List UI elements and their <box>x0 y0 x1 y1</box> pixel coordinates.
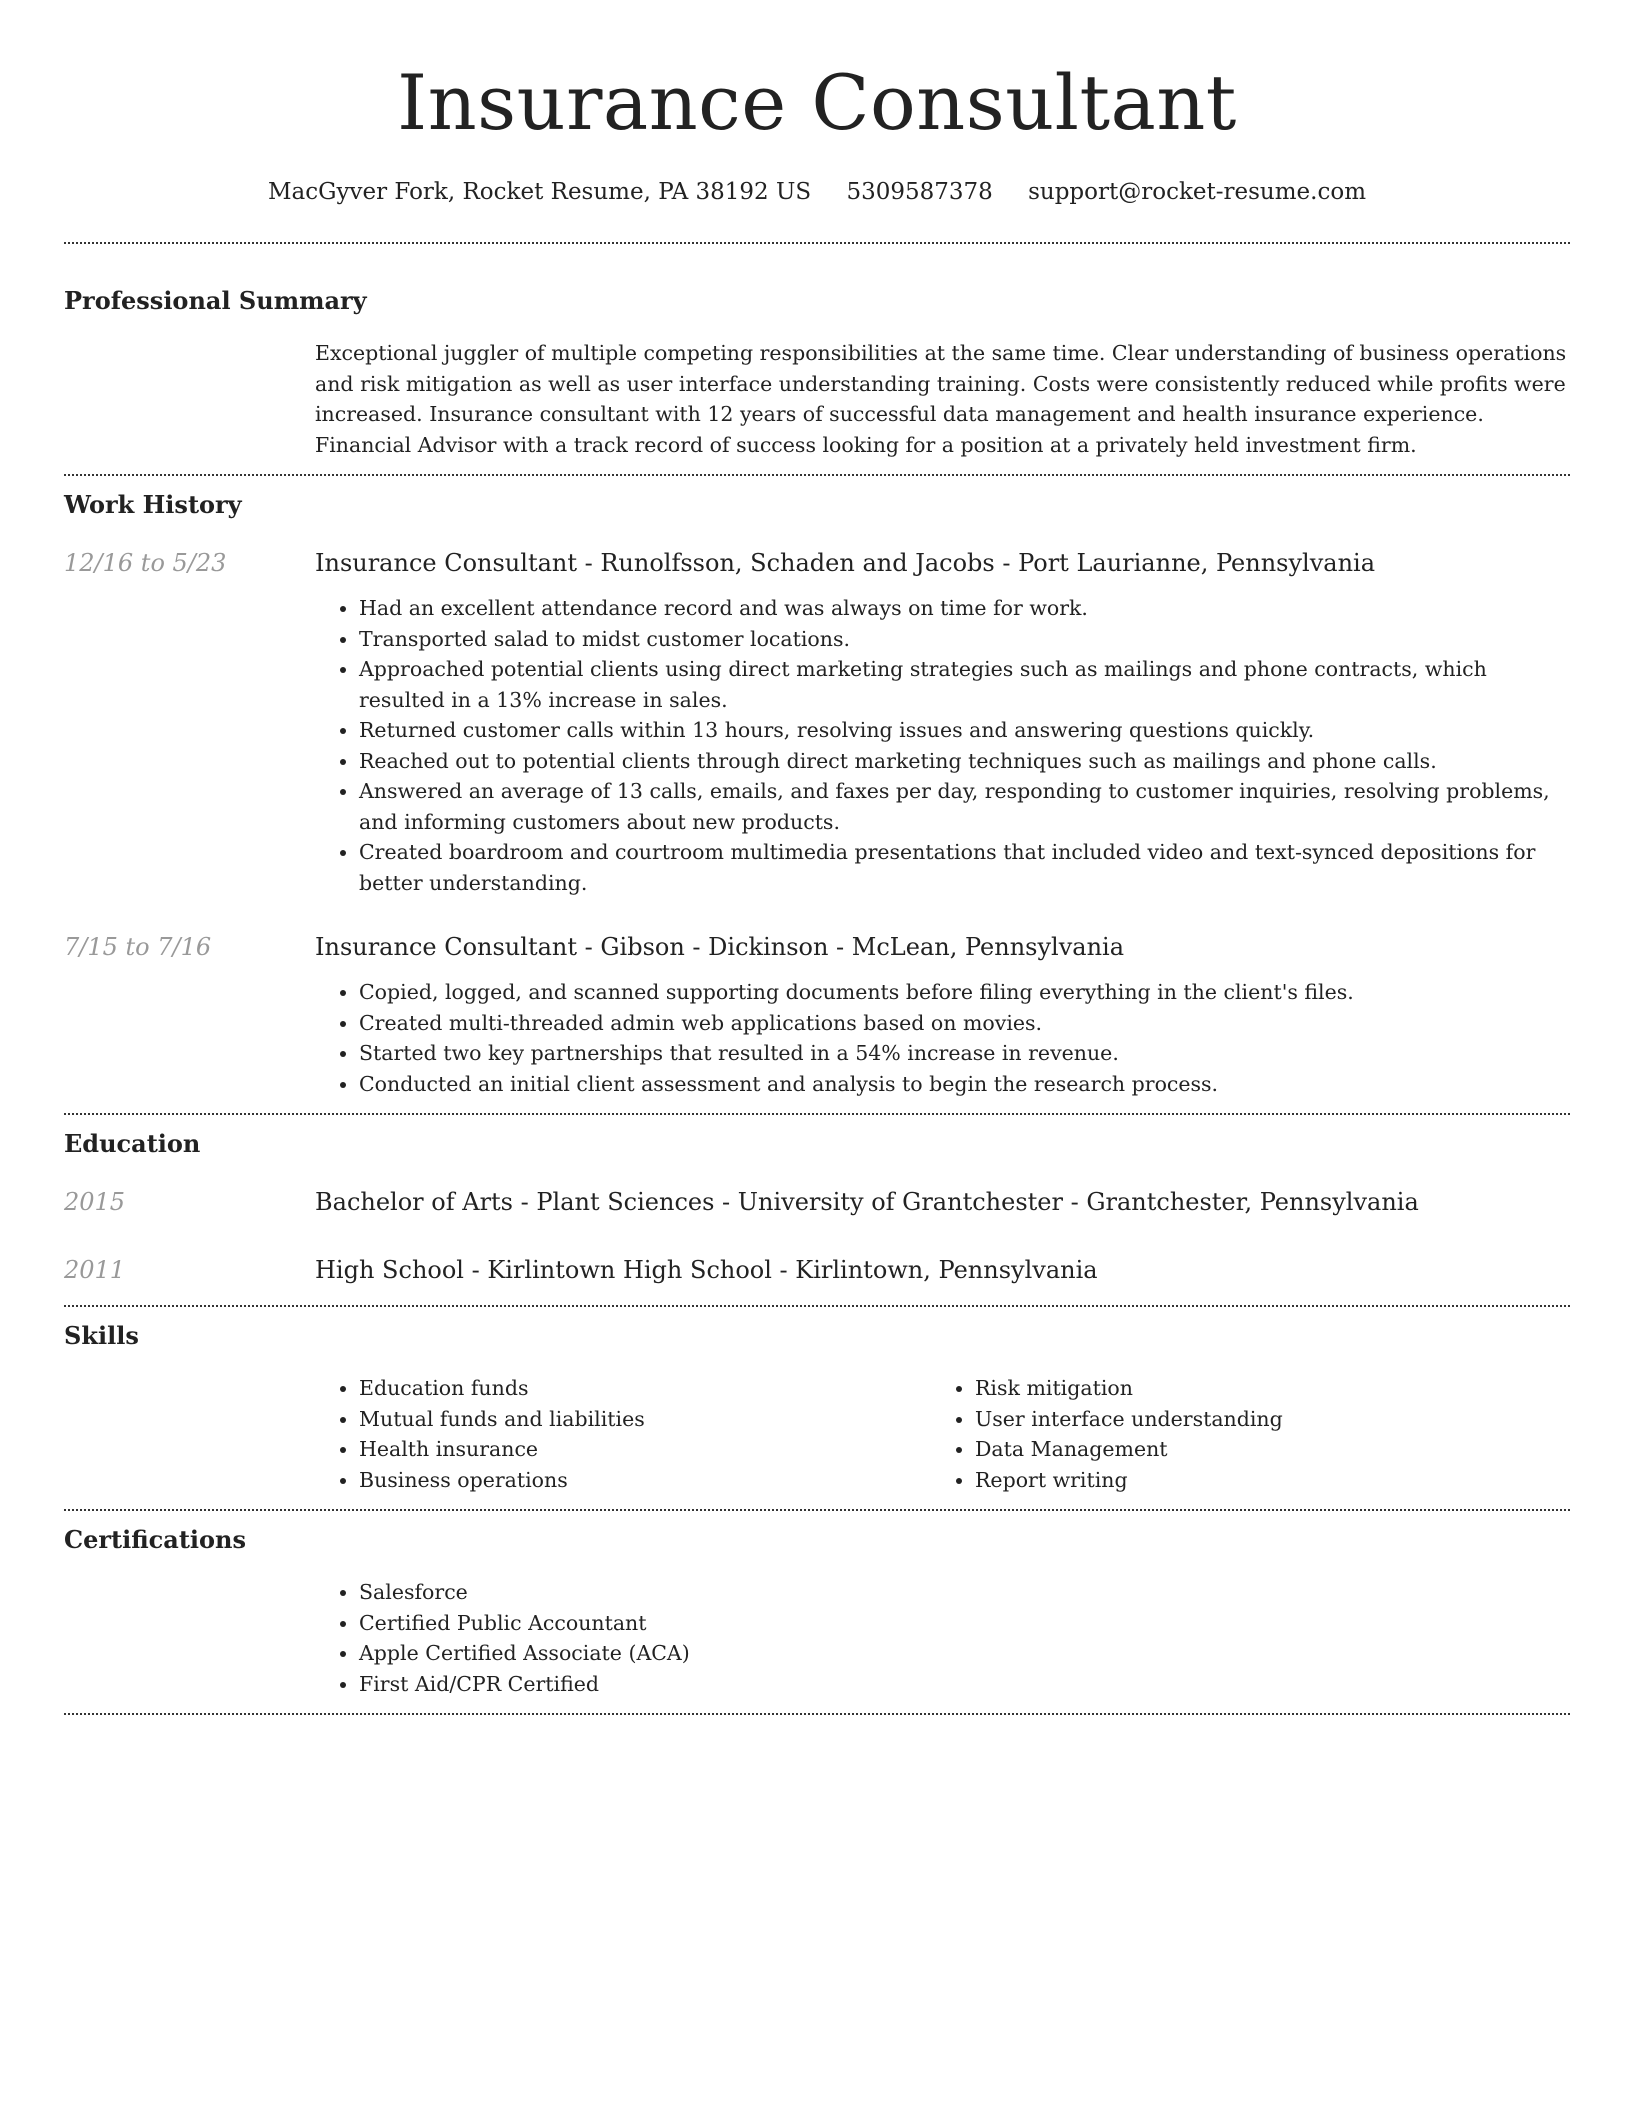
job-dates: 7/15 to 7/16 <box>64 933 212 961</box>
section-title-summary: Professional Summary <box>64 286 367 315</box>
contact-address: MacGyver Fork, Rocket Resume, PA 38192 US <box>267 179 812 205</box>
divider <box>64 1509 1570 1511</box>
list-item: • Transported salad to midst customer locations. <box>359 624 1570 655</box>
list-item: • Reached out to potential clients through direct marketing techniques such as mailings and phone calls. <box>359 746 1570 777</box>
job-bullets <box>315 593 1570 898</box>
divider <box>64 1713 1570 1715</box>
list-item: • Data Management <box>975 1434 1547 1465</box>
education-heading: Bachelor of Arts - Plant Sciences - University of Grantchester - Grantchester, Pennsylvania <box>315 1188 1419 1216</box>
list-item: • Conducted an initial client assessment and analysis to begin the research process. <box>359 1069 1570 1100</box>
list-item: • Risk mitigation <box>975 1373 1547 1404</box>
list-item: • Started two key partnerships that resulted in a 54% increase in revenue. <box>359 1038 1570 1069</box>
list-item: • User interface understanding <box>975 1404 1547 1435</box>
education-entry <box>64 1185 1570 1219</box>
list-item: • Certified Public Accountant <box>359 1608 1570 1639</box>
divider <box>64 1113 1570 1115</box>
skills-list-left <box>315 1373 931 1495</box>
job-entry <box>64 930 1570 1099</box>
skills-grid <box>315 1373 1570 1495</box>
list-item: • Business operations <box>359 1465 931 1496</box>
job-heading: Insurance Consultant - Runolfsson, Schaden and Jacobs - Port Laurianne, Pennsylvania <box>315 549 1376 577</box>
list-item: • Apple Certified Associate (ACA) <box>359 1638 1570 1669</box>
contact-line <box>64 176 1570 208</box>
contact-phone: 5309587378 <box>846 179 993 205</box>
list-item: • Education funds <box>359 1373 931 1404</box>
summary-text: Exceptional juggler of multiple competing responsibilities at the same time. Clear understanding of business operations and risk mitigation as well as user interface understanding training. Costs were consistently reduced while profits were increased. Insurance consultant with 12 years of successful data management and health insurance experience. Financial Advisor with a track record of success looking for a position at a privately held investment firm. <box>315 341 1567 457</box>
list-item: • Mutual funds and liabilities <box>359 1404 931 1435</box>
list-item: • Returned customer calls within 13 hours, resolving issues and answering questions quickly. <box>359 715 1570 746</box>
list-item: • Answered an average of 13 calls, emails, and faxes per day, responding to customer inquiries, resolving problems, and informing customers about new products. <box>359 776 1570 837</box>
certifications-list <box>315 1577 1570 1699</box>
job-dates: 12/16 to 5/23 <box>64 549 227 577</box>
job-bullets <box>315 977 1570 1099</box>
list-item: • Report writing <box>975 1465 1547 1496</box>
section-title-education: Education <box>64 1129 201 1158</box>
list-item: • Created boardroom and courtroom multimedia presentations that included video and text-synced depositions for better understanding. <box>359 837 1570 898</box>
education-heading: High School - Kirlintown High School - Kirlintown, Pennsylvania <box>315 1256 1098 1284</box>
contact-email: support@rocket-resume.com <box>1028 179 1367 205</box>
section-title-certifications: Certifications <box>64 1525 247 1554</box>
job-heading: Insurance Consultant - Gibson - Dickinson - McLean, Pennsylvania <box>315 933 1125 961</box>
resume-name: Insurance Consultant <box>397 58 1237 147</box>
list-item: • First Aid/CPR Certified <box>359 1669 1570 1700</box>
list-item: • Created multi-threaded admin web applications based on movies. <box>359 1008 1570 1039</box>
divider <box>64 242 1570 244</box>
list-item: • Salesforce <box>359 1577 1570 1608</box>
resume-page <box>64 0 1570 1715</box>
divider <box>64 1305 1570 1307</box>
job-entry <box>64 546 1570 898</box>
section-title-skills: Skills <box>64 1321 139 1350</box>
list-item: • Approached potential clients using direct marketing strategies such as mailings and phone contracts, which resulted in a 13% increase in sales. <box>359 654 1570 715</box>
education-entry <box>64 1253 1570 1287</box>
divider <box>64 474 1570 476</box>
list-item: • Had an excellent attendance record and was always on time for work. <box>359 593 1570 624</box>
skills-list-right <box>931 1373 1547 1495</box>
education-year: 2011 <box>64 1256 126 1284</box>
section-title-work-history: Work History <box>64 490 242 519</box>
list-item: • Copied, logged, and scanned supporting documents before filing everything in the client's files. <box>359 977 1570 1008</box>
list-item: • Health insurance <box>359 1434 931 1465</box>
education-year: 2015 <box>64 1188 126 1216</box>
